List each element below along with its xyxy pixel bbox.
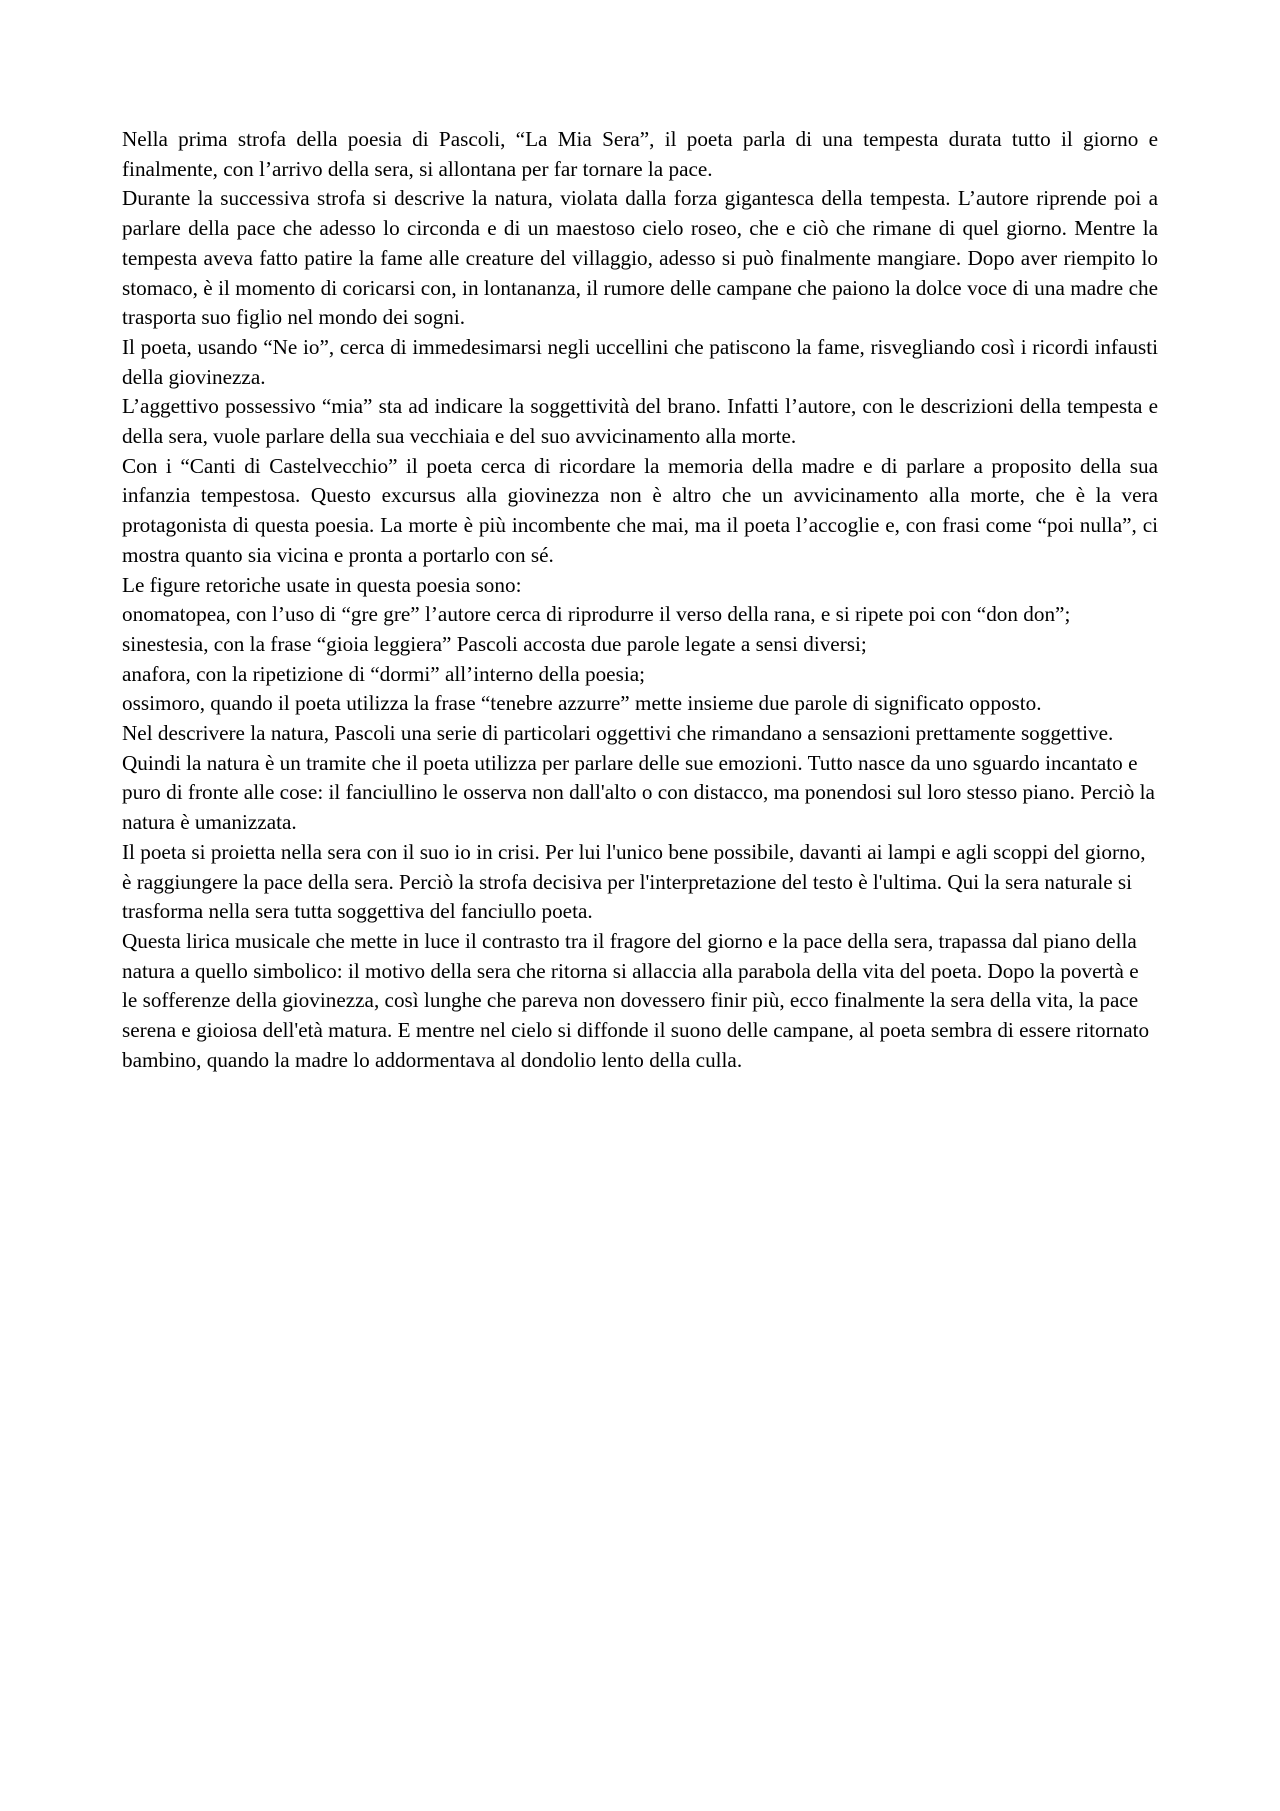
paragraph-sinestesia: sinestesia, con la frase “gioia leggiera” Pascoli accosta due parole legate a sensi diversi;	[122, 631, 867, 656]
paragraph-ossimoro: ossimoro, quando il poeta utilizza la frase “tenebre azzurre” mette insieme due parole di significato opposto.	[122, 691, 1042, 716]
paragraph-figure-retoriche-intro: Le figure retoriche usate in questa poesia sono:	[122, 572, 522, 597]
paragraph-natura: Nel descrivere la natura, Pascoli una serie di particolari oggettivi che rimandano a sensazioni prettamente soggettive. Quindi la natura è un tramite che il poeta utilizza per parlare delle sue emozioni. Tutto nasce da uno sguardo incantato e puro di fronte alle cose: il fanciullino le osserva non dall'alto o con distacco, ma ponendosi sul loro stesso piano. Perciò la natura è umanizzata.	[122, 721, 1155, 835]
paragraph-intro: Nella prima strofa della poesia di Pascoli, “La Mia Sera”, il poeta parla di una tempesta durata tutto il giorno e finalmente, con l’arrivo della sera, si allontana per far tornare la pace.	[122, 127, 1158, 181]
paragraph-second-strofa: Durante la successiva strofa si descrive la natura, violata dalla forza gigantesca della tempesta. L’autore riprende poi a parlare della pace che adesso lo circonda e di un maestoso cielo roseo, che e ciò che rimane di quel giorno. Mentre la tempesta aveva fatto patire la fame alle creature del villaggio, adesso si può finalmente mangiare. Dopo aver riempito lo stomaco, è il momento di coricarsi con, in lontananza, il rumore delle campane che paiono la dolce voce di una madre che trasporta suo figlio nel mondo dei sogni.	[122, 186, 1158, 330]
paragraph-onomatopea: onomatopea, con l’uso di “gre gre” l’autore cerca di riprodurre il verso della rana, e si ripete poi con “don don”;	[122, 602, 1071, 627]
paragraph-canti-castelvecchio: Con i “Canti di Castelvecchio” il poeta cerca di ricordare la memoria della madre e di parlare a proposito della sua infanzia tempestosa. Questo excursus alla giovinezza non è altro che un avvicinamento alla morte, che è la vera protagonista di questa poesia. La morte è più incombente che mai, ma il poeta l’accoglie e, con frasi come “poi nulla”, ci mostra quanto sia vicina e pronta a portarlo con sé.	[122, 453, 1158, 567]
paragraph-io-in-crisi: Il poeta si proietta nella sera con il suo io in crisi. Per lui l'unico bene possibile, davanti ai lampi e agli scoppi del giorno, è raggiungere la pace della sera. Perciò la strofa decisiva per l'interpretazione del testo è l'ultima. Qui la sera naturale si trasforma nella sera tutta soggettiva del fanciullo poeta.	[122, 839, 1146, 924]
paragraph-anafora: anafora, con la ripetizione di “dormi” all’interno della poesia;	[122, 661, 645, 686]
document-body	[122, 125, 1158, 1076]
paragraph-ne-io: Il poeta, usando “Ne io”, cerca di immedesimarsi negli uccellini che patiscono la fame, risvegliando così i ricordi infausti della giovinezza.	[122, 334, 1158, 389]
paragraph-aggettivo-possessivo: L’aggettivo possessivo “mia” sta ad indicare la soggettività del brano. Infatti l’autore, con le descrizioni della tempesta e della sera, vuole parlare della sua vecchiaia e del suo avvicinamento alla morte.	[122, 394, 1158, 449]
paragraph-lirica-musicale: Questa lirica musicale che mette in luce il contrasto tra il fragore del giorno e la pace della sera, trapassa dal piano della natura a quello simbolico: il motivo della sera che ritorna si allaccia alla parabola della vita del poeta. Dopo la povertà e le sofferenze della giovinezza, così lunghe che pareva non dovessero finir più, ecco finalmente la sera della vita, la pace serena e gioiosa dell'età matura. E mentre nel cielo si diffonde il suono delle campane, al poeta sembra di essere ritornato bambino, quando la madre lo addormentava al dondolio lento della culla.	[122, 928, 1150, 1072]
